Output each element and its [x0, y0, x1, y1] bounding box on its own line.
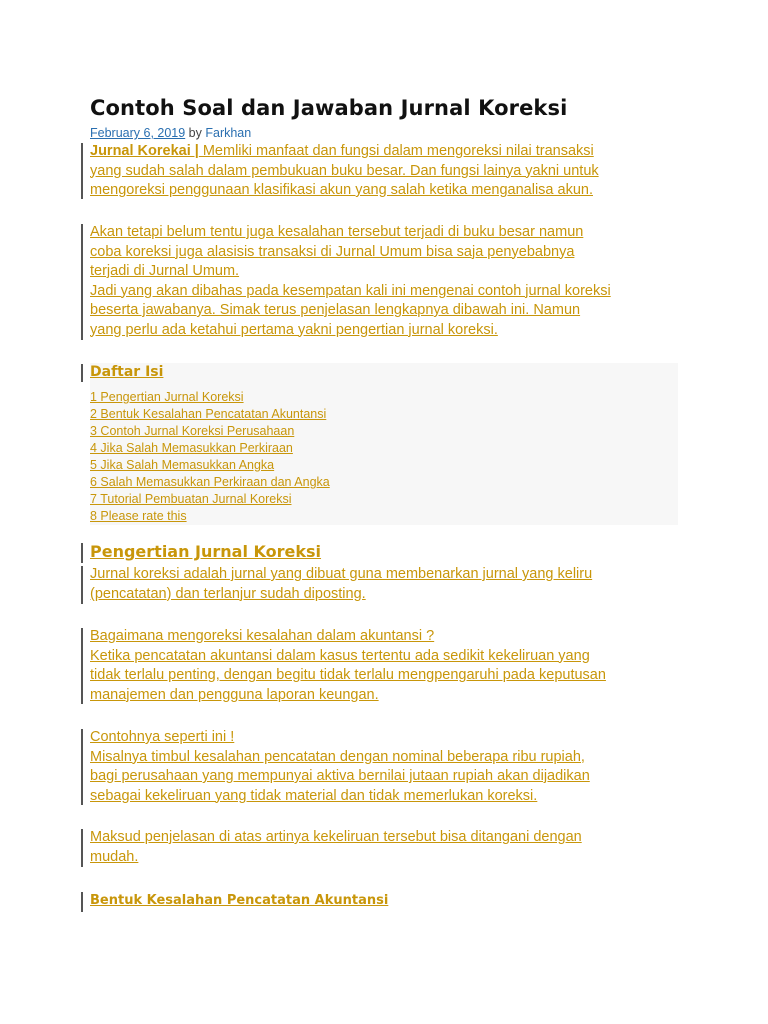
- quote-bar: [81, 829, 83, 867]
- paragraph-line: bagi perusahaan yang mempunyai aktiva bernilai jutaan rupiah akan dijadikan: [90, 768, 590, 784]
- quote-bar: [81, 892, 83, 912]
- paragraph-line: Jurnal koreksi adalah jurnal yang dibuat guna membenarkan jurnal yang keliru: [90, 566, 593, 582]
- body-paragraph: [90, 223, 611, 340]
- paragraph-line: Akan tetapi belum tentu juga kesalahan tersebut terjadi di buku besar namun: [90, 224, 584, 240]
- by-label: by: [185, 126, 206, 140]
- paragraph-line: Contohnya seperti ini !: [90, 729, 235, 745]
- paragraph-line: Bagaimana mengoreksi kesalahan dalam akuntansi ?: [90, 628, 435, 644]
- intro-keyword[interactable]: Jurnal Korekai |: [90, 143, 199, 159]
- quote-bar: [81, 364, 83, 382]
- section-heading[interactable]: Bentuk Kesalahan Pencatatan Akuntansi: [90, 893, 389, 908]
- toc-item[interactable]: 5 Jika Salah Memasukkan Angka: [90, 458, 275, 472]
- toc-heading[interactable]: Daftar Isi: [90, 364, 164, 380]
- paragraph-line: sebagai kekeliruan yang tidak material dan tidak memerlukan koreksi.: [90, 787, 538, 804]
- paragraph-line: yang perlu ada ketahui pertama yakni pengertian jurnal koreksi.: [90, 321, 498, 338]
- intro-line: yang sudah salah dalam pembukuan buku besar. Dan fungsi lainya yakni untuk: [90, 162, 599, 179]
- post-date-link[interactable]: February 6, 2019: [90, 126, 186, 140]
- quote-bar: [81, 543, 83, 563]
- intro-line: Memliki manfaat dan fungsi dalam mengoreksi nilai transaksi: [198, 143, 594, 159]
- body-paragraph: [90, 565, 592, 604]
- toc-item[interactable]: 4 Jika Salah Memasukkan Perkiraan: [90, 441, 293, 455]
- quote-bar: [81, 566, 83, 604]
- author-name[interactable]: Farkhan: [205, 126, 252, 140]
- paragraph-line: Maksud penjelasan di atas artinya kekeliruan tersebut bisa ditangani dengan: [90, 829, 582, 845]
- toc-item[interactable]: 6 Salah Memasukkan Perkiraan dan Angka: [90, 475, 330, 489]
- paragraph-line: mudah.: [90, 848, 139, 865]
- body-paragraph: [90, 828, 582, 867]
- toc-item[interactable]: 8 Please rate this: [90, 509, 187, 523]
- intro-paragraph: [90, 142, 599, 201]
- paragraph-line: tidak terlalu penting, dengan begitu tidak terlalu mengpengaruhi pada keputusan: [90, 667, 606, 683]
- quote-bar: [81, 143, 83, 199]
- section-heading[interactable]: Pengertian Jurnal Koreksi: [90, 542, 322, 561]
- article-meta: [90, 126, 251, 140]
- paragraph-line: Ketika pencatatan akuntansi dalam kasus tertentu ada sedikit kekeliruan yang: [90, 647, 590, 664]
- article-title: Contoh Soal dan Jawaban Jurnal Koreksi: [90, 96, 568, 120]
- toc-item[interactable]: 3 Contoh Jurnal Koreksi Perusahaan: [90, 424, 295, 438]
- paragraph-line: terjadi di Jurnal Umum.: [90, 263, 240, 279]
- paragraph-line: manajemen dan pengguna laporan keungan.: [90, 686, 379, 703]
- toc-list: [90, 389, 330, 525]
- toc-item[interactable]: 1 Pengertian Jurnal Koreksi: [90, 390, 244, 404]
- paragraph-line: Misalnya timbul kesalahan pencatatan dengan nominal beberapa ribu rupiah,: [90, 748, 585, 765]
- quote-bar: [81, 729, 83, 805]
- body-paragraph: [90, 728, 590, 806]
- quote-bar: [81, 628, 83, 704]
- paragraph-line: beserta jawabanya. Simak terus penjelasan lengkapnya dibawah ini. Namun: [90, 302, 581, 318]
- intro-line: mengoreksi penggunaan klasifikasi akun yang salah ketika menganalisa akun.: [90, 182, 593, 198]
- toc-item[interactable]: 7 Tutorial Pembuatan Jurnal Koreksi: [90, 492, 292, 506]
- body-paragraph: [90, 627, 606, 705]
- paragraph-line: (pencatatan) dan terlanjur sudah diposting.: [90, 585, 366, 602]
- paragraph-line: Jadi yang akan dibahas pada kesempatan kali ini mengenai contoh jurnal koreksi: [90, 282, 611, 299]
- toc-item[interactable]: 2 Bentuk Kesalahan Pencatatan Akuntansi: [90, 407, 327, 421]
- paragraph-line: coba koreksi juga alasisis transaksi di Jurnal Umum bisa saja penyebabnya: [90, 243, 575, 260]
- quote-bar: [81, 224, 83, 340]
